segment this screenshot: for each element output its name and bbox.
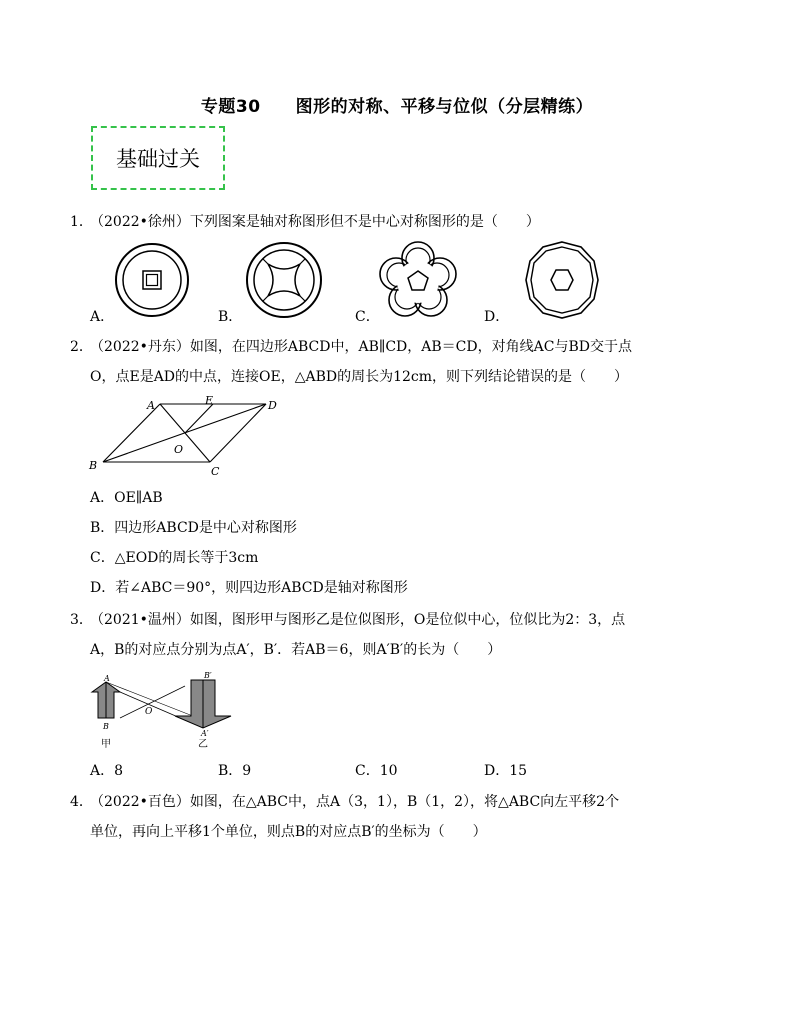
question-3-line-1: （2021•温州）如图，图形甲与图形乙是位似图形，O是位似中心，位似比为2：3，点 xyxy=(90,612,626,628)
point-label-o: O xyxy=(145,707,153,717)
point-label-a: A xyxy=(104,674,110,683)
question-2-line-1: （2022•丹东）如图，在四边形ABCD中，AB∥CD，AB＝CD，对角线AC与BD交于点 xyxy=(90,339,632,355)
coin-curved-square-icon xyxy=(247,243,321,317)
question-4-line-2: 单位，再向上平移1个单位，则点B的对应点B′的坐标为（ ） xyxy=(90,824,487,840)
question-1-text: （2022•徐州）下列图案是轴对称图形但不是中心对称图形的是（ ） xyxy=(90,214,540,230)
point-label-a-prime: A′ xyxy=(201,729,209,738)
question-4-number: 4． xyxy=(70,794,93,810)
question-2-number: 2． xyxy=(70,339,93,355)
point-label-b: B xyxy=(89,459,98,472)
question-1-figures xyxy=(0,240,794,330)
point-label-o: O xyxy=(174,443,184,456)
question-2-parallelogram-figure xyxy=(80,392,300,482)
question-3-option-b: B．9 xyxy=(218,763,252,779)
question-3-homothety-figure xyxy=(85,668,245,758)
question-1-option-b: B． xyxy=(218,309,243,325)
question-3-option-d: D．15 xyxy=(484,763,528,779)
question-1-option-c: C． xyxy=(355,309,380,325)
point-label-a: A xyxy=(147,399,155,412)
question-3-option-c: C．10 xyxy=(355,763,398,779)
section-badge-label: 基础过关 xyxy=(116,147,200,171)
question-1-option-a: A． xyxy=(90,309,115,325)
flower-pentagon-icon xyxy=(380,242,456,316)
question-1-option-d: D． xyxy=(484,309,510,325)
question-2-line-2: O，点E是AD的中点，连接OE，△ABD的周长为12cm，则下列结论错误的是（ ） xyxy=(90,369,629,385)
question-2-option-d: D．若∠ABC＝90°，则四边形ABCD是轴对称图形 xyxy=(90,580,408,596)
question-3-line-2: A，B的对应点分别为点A′，B′．若AB＝6，则A′B′的长为（ ） xyxy=(90,642,502,658)
question-3-number: 3． xyxy=(70,612,93,628)
question-3-option-a: A．8 xyxy=(90,763,124,779)
question-2-option-c: C．△EOD的周长等于3cm xyxy=(90,550,259,566)
question-1-number: 1． xyxy=(70,214,93,230)
section-badge xyxy=(91,126,225,190)
point-label-e: E xyxy=(205,394,214,407)
question-4-line-1: （2022•百色）如图，在△ABC中，点A（3，1），B（1，2），将△ABC向左平移2个 xyxy=(90,794,620,810)
point-label-c: C xyxy=(211,465,220,478)
page-title: 专题30 图形的对称、平移与位似（分层精练） xyxy=(200,97,594,117)
dodecagon-hexagon-icon xyxy=(526,242,598,318)
figure-label-yi: 乙 xyxy=(198,739,208,750)
point-label-d: D xyxy=(268,399,277,412)
question-2-option-b: B．四边形ABCD是中心对称图形 xyxy=(90,520,297,536)
point-label-b-prime: B′ xyxy=(204,671,212,680)
question-2-option-a: A．OE∥AB xyxy=(90,490,163,506)
coin-square-hole-icon xyxy=(116,244,188,316)
figure-label-jia: 甲 xyxy=(101,739,111,750)
point-label-b: B xyxy=(103,722,109,731)
